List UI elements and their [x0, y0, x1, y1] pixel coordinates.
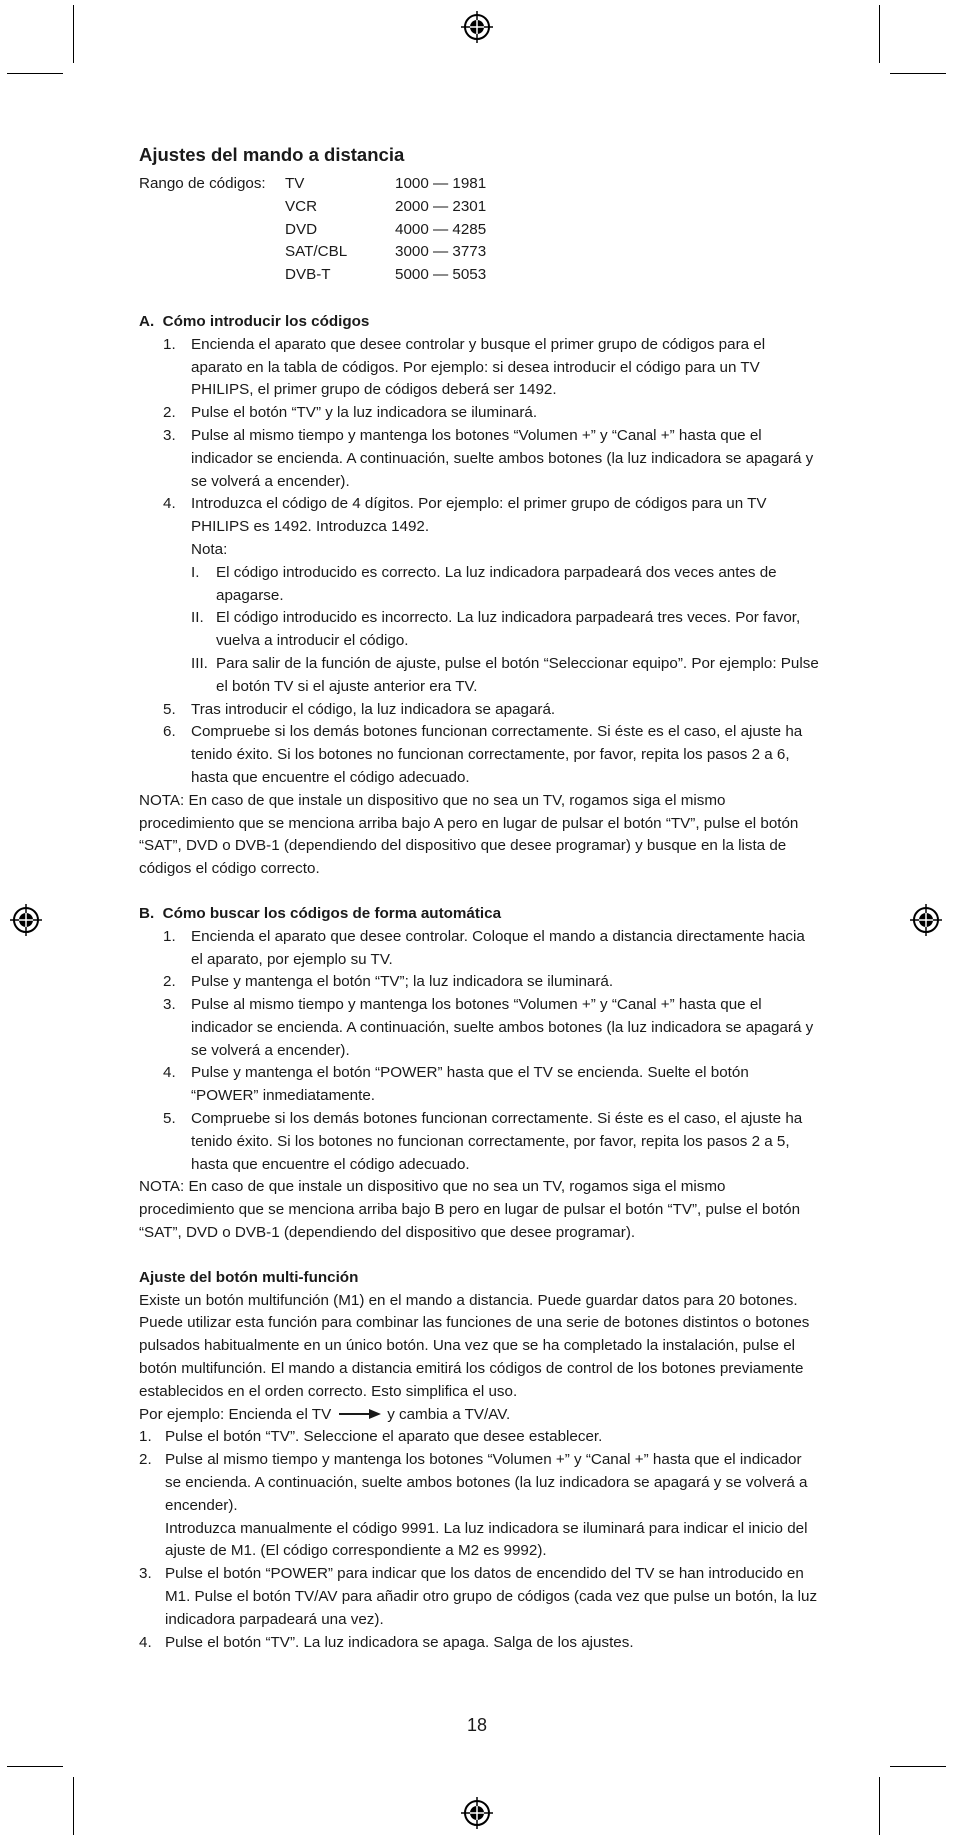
note-item — [191, 562, 819, 608]
section-b-title: B. Cómo buscar los códigos de forma automática — [139, 904, 502, 922]
step-number: 3. — [163, 996, 176, 1014]
list-item — [139, 425, 819, 493]
list-item — [139, 402, 819, 425]
list-item — [139, 699, 819, 722]
step-text: Pulse al mismo tiempo y mantenga los botones “Volumen +” y “Canal +” hasta que el indicador se encienda. A continuación, suelte ambos botones (la luz indicadora se apagará y se volverá a encender). — [165, 1451, 808, 1514]
crop-mark — [879, 1777, 880, 1835]
crop-mark — [73, 5, 74, 63]
step-text: Compruebe si los demás botones funcionan correctamente. Si éste es el caso, el ajuste ha tenido éxito. Si los botones no funcionan correctamente, por favor, repita los pasos 2 a 5, hasta que encuentre el código adecuado. — [191, 1110, 803, 1173]
section-a-steps — [139, 334, 819, 790]
page-title: Ajustes del mando a distancia — [139, 144, 405, 165]
step-number: 1. — [139, 1428, 152, 1446]
note-number: II. — [191, 609, 204, 627]
note-text: El código introducido es incorrecto. La luz indicadora parpadeará tres veces. Por favor, vuelva a introducir el código. — [216, 609, 801, 650]
crop-mark — [890, 1766, 946, 1767]
step-number: 6. — [163, 723, 176, 741]
step-number: 3. — [163, 426, 176, 444]
note-item — [191, 653, 819, 699]
crop-mark — [7, 1766, 63, 1767]
code-range-table — [139, 173, 819, 287]
crop-mark — [7, 73, 63, 74]
list-item — [139, 493, 819, 698]
step-text: Tras introducir el código, la luz indicadora se apagará. — [191, 700, 556, 718]
list-item — [139, 334, 819, 402]
list-item — [139, 971, 819, 994]
registration-mark-icon — [9, 903, 43, 937]
note-list — [191, 562, 819, 699]
step-text: Pulse el botón “TV”. La luz indicadora se apaga. Salga de los ajustes. — [165, 1633, 634, 1651]
section-b-steps — [139, 926, 819, 1177]
step-text: Compruebe si los demás botones funcionan correctamente. Si éste es el caso, el ajuste ha tenido éxito. Si los botones no funcionan correctamente, por favor, repita los pasos 2 a 6, hasta que encuentre el código adecuado. — [191, 723, 803, 786]
list-item — [139, 926, 819, 972]
step-number: 1. — [163, 335, 176, 353]
list-item — [139, 1426, 819, 1449]
registration-mark-icon — [460, 10, 494, 44]
registration-mark-icon — [909, 903, 943, 937]
code-range-value: 1000 — 1981 — [395, 175, 487, 192]
arrow-right-icon — [339, 1408, 381, 1420]
code-range-device: DVD — [285, 220, 318, 238]
crop-mark — [879, 5, 880, 63]
step-number: 4. — [163, 1064, 176, 1082]
step-text: Pulse al mismo tiempo y mantenga los botones “Volumen +” y “Canal +” hasta que el indicador se encienda. A continuación, suelte ambos botones (la luz indicadora se apagará y se volverá a encender). — [191, 996, 814, 1059]
code-range-label: Rango de códigos: — [139, 175, 266, 192]
step-number: 2. — [163, 973, 176, 991]
list-item — [139, 1632, 819, 1655]
code-range-device: SAT/CBL — [285, 243, 348, 261]
list-item — [139, 721, 819, 789]
list-item — [139, 1108, 819, 1176]
example-text-after: y cambia a TV/AV. — [387, 1405, 511, 1423]
note-text: Para salir de la función de ajuste, pulse el botón “Seleccionar equipo”. Por ejemplo: Pulse el botón TV si el ajuste anterior era TV. — [216, 654, 819, 695]
code-range-value: 2000 — 2301 — [395, 197, 487, 215]
step-number: 2. — [139, 1451, 152, 1469]
code-range-value: 3000 — 3773 — [395, 243, 487, 261]
note-number: I. — [191, 563, 200, 581]
section-b-note: NOTA: En caso de que instale un dispositivo que no sea un TV, rogamos siga el mismo procedimiento que se menciona arriba bajo B pero en lugar de pulsar el botón “TV”, pulse el botón “SAT”, DVD o DVB-1 (dependiendo del dispositivo que desee programar). — [139, 1178, 801, 1242]
code-range-value: 4000 — 4285 — [395, 220, 487, 238]
note-item — [191, 607, 819, 653]
step-text: Pulse el botón “TV” y la luz indicadora se iluminará. — [191, 404, 538, 422]
step-number: 5. — [163, 700, 176, 718]
code-range-value: 5000 — 5053 — [395, 266, 487, 284]
step-number: 3. — [139, 1565, 152, 1583]
code-range-device: VCR — [285, 197, 318, 215]
step-text: Pulse y mantenga el botón “TV”; la luz indicadora se iluminará. — [191, 973, 614, 991]
step-extra-text: Introduzca manualmente el código 9991. La luz indicadora se iluminará para indicar el inicio del ajuste de M1. (El código correspondiente a M2 es 9992). — [165, 1519, 808, 1560]
list-item — [139, 994, 819, 1062]
step-text: Encienda el aparato que desee controlar y busque el primer grupo de códigos para el aparato en la tabla de códigos. Por ejemplo: si desea introducir el código para un TV PHILIPS, el primer grupo de códigos deberá ser 1492. — [191, 335, 766, 399]
step-number: 1. — [163, 927, 176, 945]
note-text: El código introducido es correcto. La luz indicadora parpadeará dos veces antes de apagarse. — [216, 563, 777, 604]
example-line — [139, 1404, 819, 1427]
section-multifunction-steps — [139, 1426, 819, 1654]
step-number: 5. — [163, 1110, 176, 1128]
list-item — [139, 1563, 819, 1631]
step-text: Pulse y mantenga el botón “POWER” hasta que el TV se encienda. Suelte el botón “POWER” inmediatamente. — [191, 1064, 749, 1105]
note-label: Nota: — [191, 540, 228, 558]
page-content — [139, 143, 819, 1654]
section-multifunction-intro: Existe un botón multifunción (M1) en el mando a distancia. Puede guardar datos para 20 botones. Puede utilizar esta función para combinar las funciones de una serie de botones distintos o botones pulsados habitualmente en un único botón. Una vez que se ha completado la instalación, pulse el botón multifunción. El mando a distancia emitirá los códigos de control de los botones previamente establecidos en el orden correcto. Esto simplifica el uso. — [139, 1291, 810, 1400]
code-range-device: TV — [285, 175, 305, 192]
code-range-device: DVB-T — [285, 266, 331, 284]
step-text: Pulse el botón “POWER” para indicar que los datos de encendido del TV se han introducido en M1. Pulse el botón TV/AV para añadir otro grupo de códigos (cada vez que pulse un botón, la luz indicadora parpadeará una vez). — [165, 1565, 818, 1628]
registration-mark-icon — [460, 1796, 494, 1830]
step-number: 2. — [163, 404, 176, 422]
section-a-title: A. Cómo introducir los códigos — [139, 312, 370, 330]
example-text-before: Por ejemplo: Encienda el TV — [139, 1405, 332, 1423]
list-item — [139, 1449, 819, 1563]
step-text: Encienda el aparato que desee controlar. Coloque el mando a distancia directamente hacia el aparato, por ejemplo su TV. — [191, 927, 805, 968]
section-a-note: NOTA: En caso de que instale un dispositivo que no sea un TV, rogamos siga el mismo procedimiento que se menciona arriba bajo A pero en lugar de pulsar el botón “TV”, pulse el botón “SAT”, DVD o DVB-1 (dependiendo del dispositivo que desee programar) y busque en la lista de códigos el código correcto. — [139, 791, 799, 878]
step-text: Pulse al mismo tiempo y mantenga los botones “Volumen +” y “Canal +” hasta que el indicador se encienda. A continuación, suelte ambos botones (la luz indicadora se apagará y se volverá a encender). — [191, 426, 814, 490]
step-text: Pulse el botón “TV”. Seleccione el aparato que desee establecer. — [165, 1428, 603, 1446]
crop-mark — [73, 1777, 74, 1835]
page-number: 18 — [466, 1715, 488, 1735]
note-number: III. — [191, 654, 208, 672]
step-text: Introduzca el código de 4 dígitos. Por ejemplo: el primer grupo de códigos para un TV PHILIPS es 1492. Introduzca 1492. — [191, 495, 767, 536]
section-multifunction-title: Ajuste del botón multi-función — [139, 1268, 359, 1286]
step-number: 4. — [163, 495, 176, 513]
step-number: 4. — [139, 1633, 152, 1651]
list-item — [139, 1062, 819, 1108]
crop-mark — [890, 73, 946, 74]
